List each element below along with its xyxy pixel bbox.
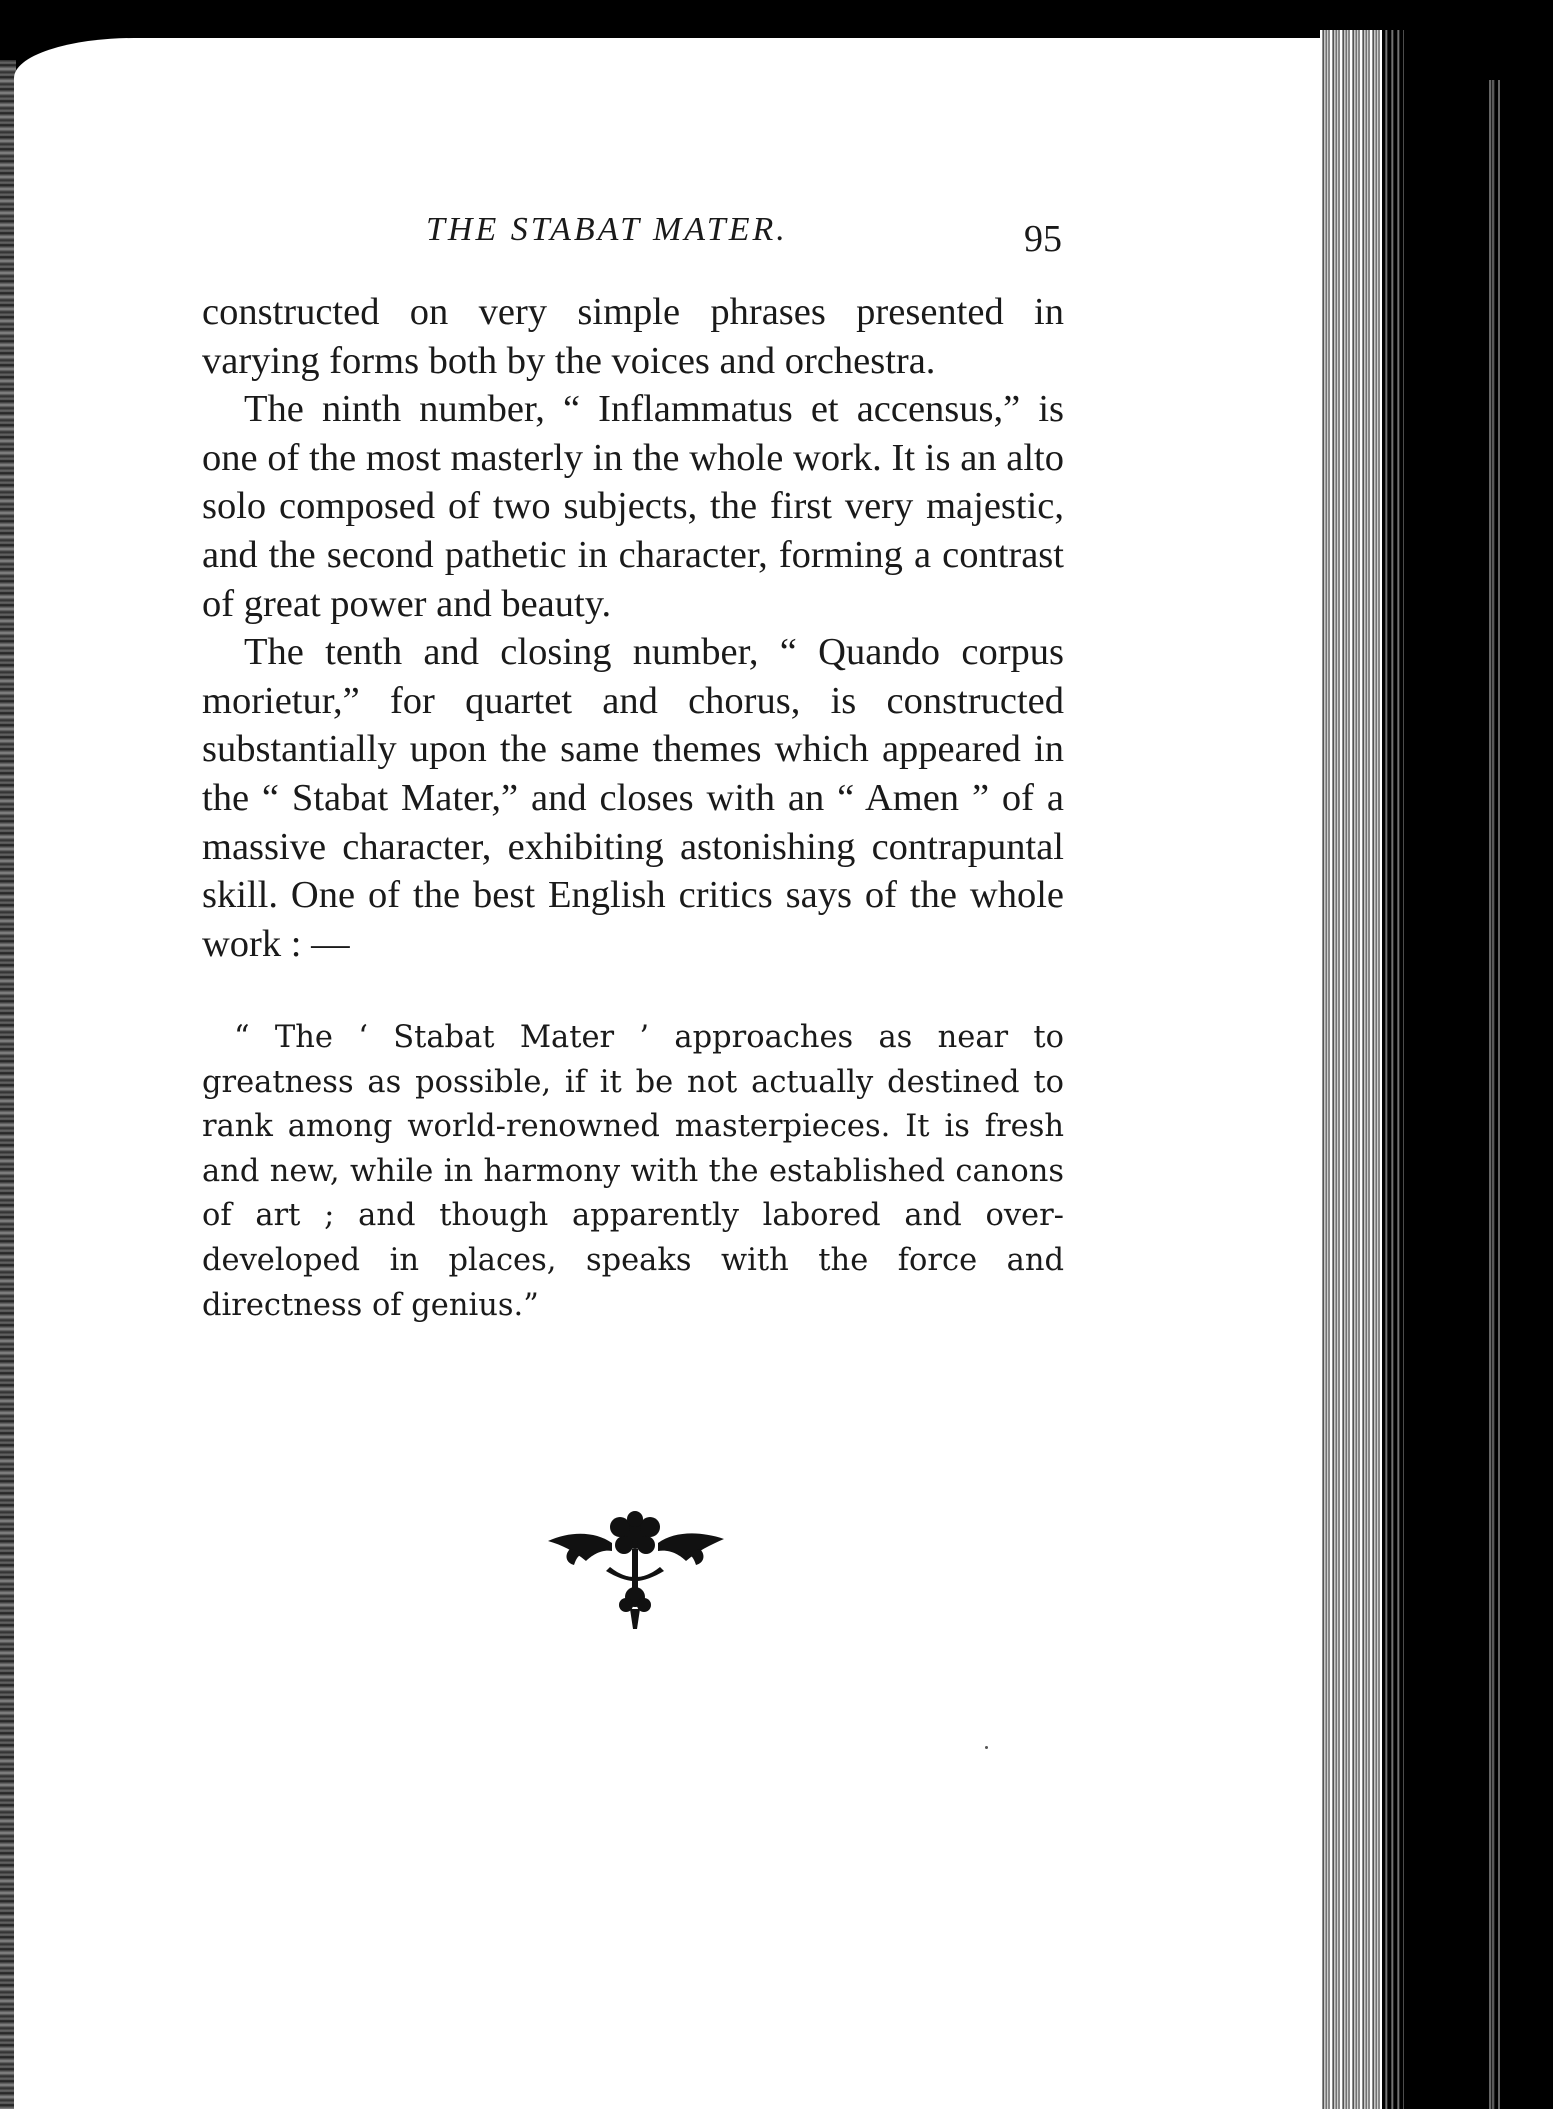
page-edge-shadow <box>1382 30 1404 2109</box>
body-text <box>202 288 1064 968</box>
page-edge-stack <box>1320 30 1382 2109</box>
paragraph-continued: constructed on very simple phrases presented in varying forms both by the voices and orchestra. <box>202 291 1064 382</box>
running-head <box>200 205 1062 265</box>
back-cover-edge <box>1486 80 1500 2109</box>
running-title: THE STABAT MATER. <box>426 211 788 248</box>
print-speck <box>985 1746 988 1749</box>
paragraph-tenth-number: The tenth and closing number, “ Quando corpus morietur,” for quartet and chorus, is constructed substantially upon the same themes which appeared in the “ Stabat Mater,” and closes with an “ Amen ” of a massive character, exhibiting astonishing contrapuntal skill. One of the best English critics says of the whole work : — <box>202 631 1064 965</box>
floral-tailpiece-icon <box>540 1505 730 1635</box>
page-number: 95 <box>1024 218 1062 260</box>
paragraph-ninth-number: The ninth number, “ Inflammatus et accensus,” is one of the most masterly in the whole work. It is an alto solo composed of two subjects, the first very majestic, and the second pathetic in character, forming a contrast of great power and beauty. <box>202 388 1064 625</box>
block-quote: “ The ‘ Stabat Mater ’ approaches as near to greatness as possible, if it be not actually destined to rank among world-renowned masterpieces. It is fresh and new, while in harmony with the established canons of art ; and though apparently labored and over-developed in places, speaks with the force and directness of genius.” <box>202 1020 1064 1323</box>
